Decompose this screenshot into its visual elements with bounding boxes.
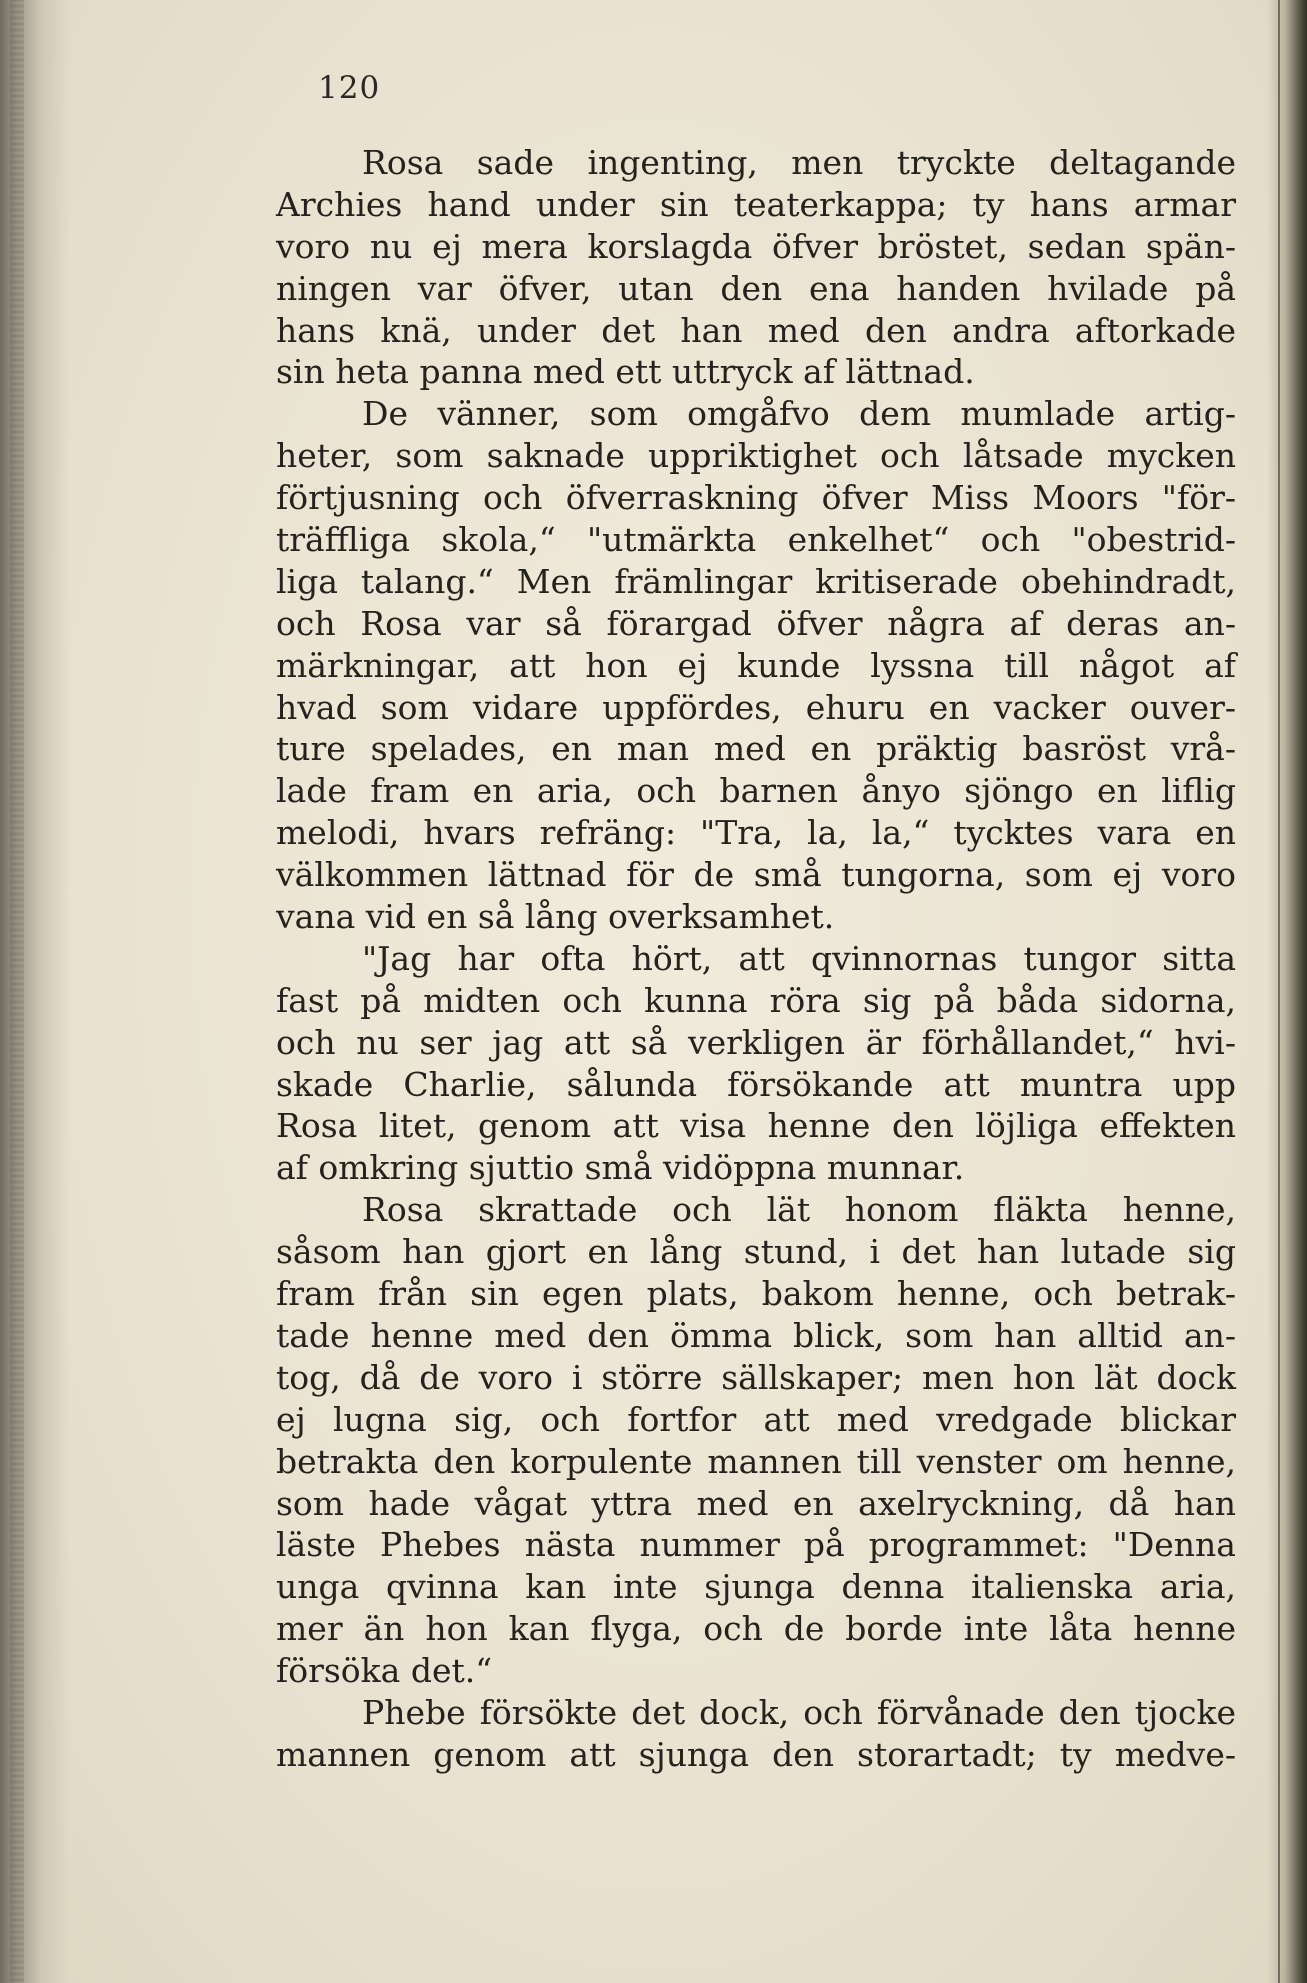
page-edge [1267,0,1307,1983]
body-text [276,142,1236,1776]
text-line: Rosa skrattade och lät honom fläkta henne, [362,1190,1236,1230]
text-line: De vänner, som omgåfvo dem mumlade artig- [362,394,1236,434]
text-line: tog, då de voro i större sällskaper; men hon lät dock [276,1357,1236,1397]
text-line: ningen var öfver, utan den ena handen hvilade på [276,268,1236,308]
text-line: heter, som saknade uppriktighet och låtsade mycken [276,436,1236,476]
text-line: skade Charlie, sålunda försökande att muntra upp [276,1064,1236,1104]
text-line: liga talang.“ Men främlingar kritiserade obehindradt, [276,561,1236,601]
text-line: fram från sin egen plats, bakom henne, och betrak- [276,1274,1236,1314]
text-line: tade henne med den ömma blick, som han alltid an- [276,1315,1236,1355]
text-line: Rosa sade ingenting, men tryckte deltagande [362,143,1236,182]
text-line: Archies hand under sin teaterkappa; ty hans armar [276,184,1236,224]
text-line: som hade vågat yttra med en axelryckning, då han [276,1483,1236,1523]
text-line: vana vid en så lång overksamhet. [276,897,835,937]
text-line: försöka det.“ [276,1651,493,1691]
text-line: hans knä, under det han med den andra aftorkade [276,310,1236,350]
text-line: melodi, hvars refräng: "Tra, la, la,“ tycktes vara en [276,813,1236,853]
text-line: förtjusning och öfverraskning öfver Miss Moors "för- [276,478,1236,518]
text-line: mer än hon kan flyga, och de borde inte låta henne [276,1609,1236,1649]
text-line: märkningar, att hon ej kunde lyssna till något af [276,645,1236,685]
text-line: mannen genom att sjunga den storartadt; ty medve- [276,1734,1236,1774]
text-line: ej lugna sig, och fortfor att med vredgade blickar [276,1399,1236,1439]
text-line: och Rosa var så förargad öfver några af deras an- [276,603,1236,643]
edge-rule [1278,0,1280,1983]
binding-gutter [0,0,70,1983]
text-line: välkommen lättnad för de små tungorna, som ej voro [276,855,1236,895]
text-line: och nu ser jag att så verkligen är förhållandet,“ hvi- [276,1022,1236,1062]
text-line: sin heta panna med ett uttryck af lättnad. [276,352,975,392]
text-line: "Jag har ofta hört, att qvinnornas tungor sitta [362,938,1236,978]
text-line: träffliga skola,“ "utmärkta enkelhet“ och "obestrid- [276,520,1236,560]
text-line: ture spelades, en man med en präktig basröst vrå- [276,729,1236,769]
text-line: voro nu ej mera korslagda öfver bröstet, sedan spän- [276,226,1236,266]
text-line: fast på midten och kunna röra sig på båda sidorna, [276,980,1236,1020]
text-line: lade fram en aria, och barnen ånyo sjöngo en liflig [276,771,1236,811]
page-number: 120 [318,70,381,106]
text-line: Rosa litet, genom att visa henne den löjliga effekten [276,1106,1236,1146]
text-line: hvad som vidare uppfördes, ehuru en vacker ouver- [276,687,1236,727]
text-line: såsom han gjort en lång stund, i det han lutade sig [276,1232,1236,1272]
text-line: unga qvinna kan inte sjunga denna italienska aria, [276,1567,1236,1607]
text-line: Phebe försökte det dock, och förvånade den tjocke [362,1692,1236,1732]
text-line: läste Phebes nästa nummer på programmet: "Denna [276,1525,1236,1565]
text-line: af omkring sjuttio små vidöppna munnar. [276,1148,965,1188]
text-line: betrakta den korpulente mannen till venster om henne, [276,1441,1236,1481]
